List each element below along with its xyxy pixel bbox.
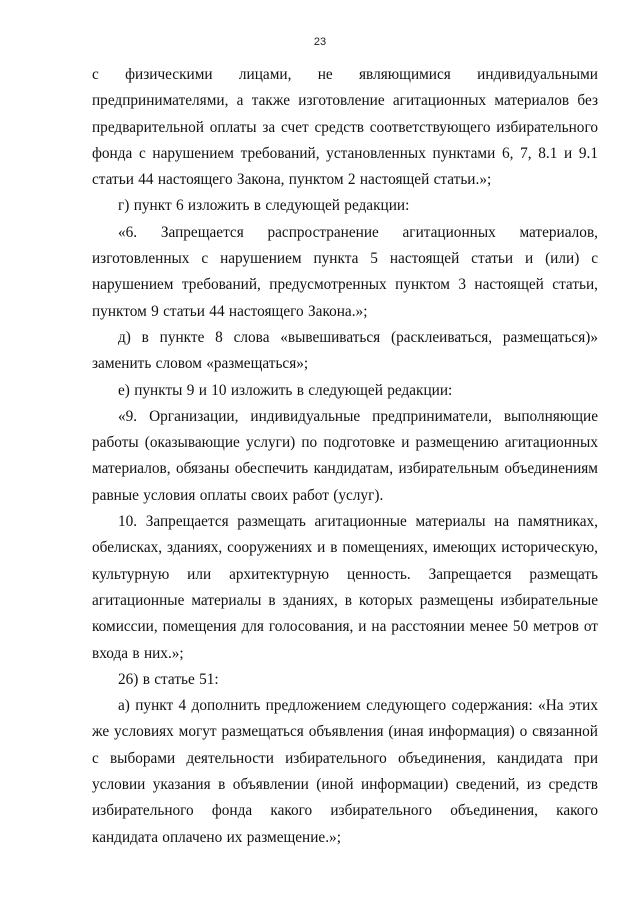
paragraph-item-a: а) пункт 4 дополнить предложением следующего содержания: «На этих же условиях могут размещаться объявления (иная информация) о связанной с выборами деятельности избирательного объединения, кандидата при условии указания в объявлении (иной информации) сведений, из средств избирательного фонда какого избирательного объединения, какого кандидата оплачено их размещение.»; [92,697,598,846]
paragraph-item-d: д) в пункте 8 слова «вывешиваться (расклеиваться, размещаться)» заменить словом «размещаться»; [92,328,598,373]
document-body [92,62,598,851]
paragraph-item-g: г) пункт 6 изложить в следующей редакции: [118,197,410,215]
paragraph-continuation: с физическими лицами, не являющимися индивидуальными предпринимателями, а также изготовление агитационных материалов без предварительной оплаты за счет средств соответствующего избирательного фонда с нарушением требований, установленных пунктами 6, 7, 8.1 и 9.1 статьи 44 настоящего Закона, пунктом 2 настоящей статьи.»; [92,66,598,189]
paragraph-clause-6: «6. Запрещается распространение агитационных материалов, изготовленных с нарушением пункта 5 настоящей статьи и (или) с нарушением требований, предусмотренных пунктом 3 настоящей статьи, пунктом 9 статьи 44 настоящего Закона.»; [92,223,598,320]
paragraph-item-e: е) пункты 9 и 10 изложить в следующей редакции: [118,381,453,399]
paragraph-clause-9: «9. Организации, индивидуальные предприниматели, выполняющие работы (оказывающие услуги) по подготовке и размещению агитационных материалов, обязаны обеспечить кандидатам, избирательным объединениям равные условия оплаты своих работ (услуг). [92,407,598,504]
page-number: 23 [313,36,327,48]
paragraph-item-26: 26) в статье 51: [118,670,219,688]
paragraph-clause-10: 10. Запрещается размещать агитационные материалы на памятниках, обелисках, зданиях, сооружениях и в помещениях, имеющих историческую, культурную или архитектурную ценность. Запрещается размещать агитационные материалы в зданиях, в которых размещены избирательные комиссии, помещения для голосования, и на расстоянии менее 50 метров от входа в них.»; [92,513,598,662]
